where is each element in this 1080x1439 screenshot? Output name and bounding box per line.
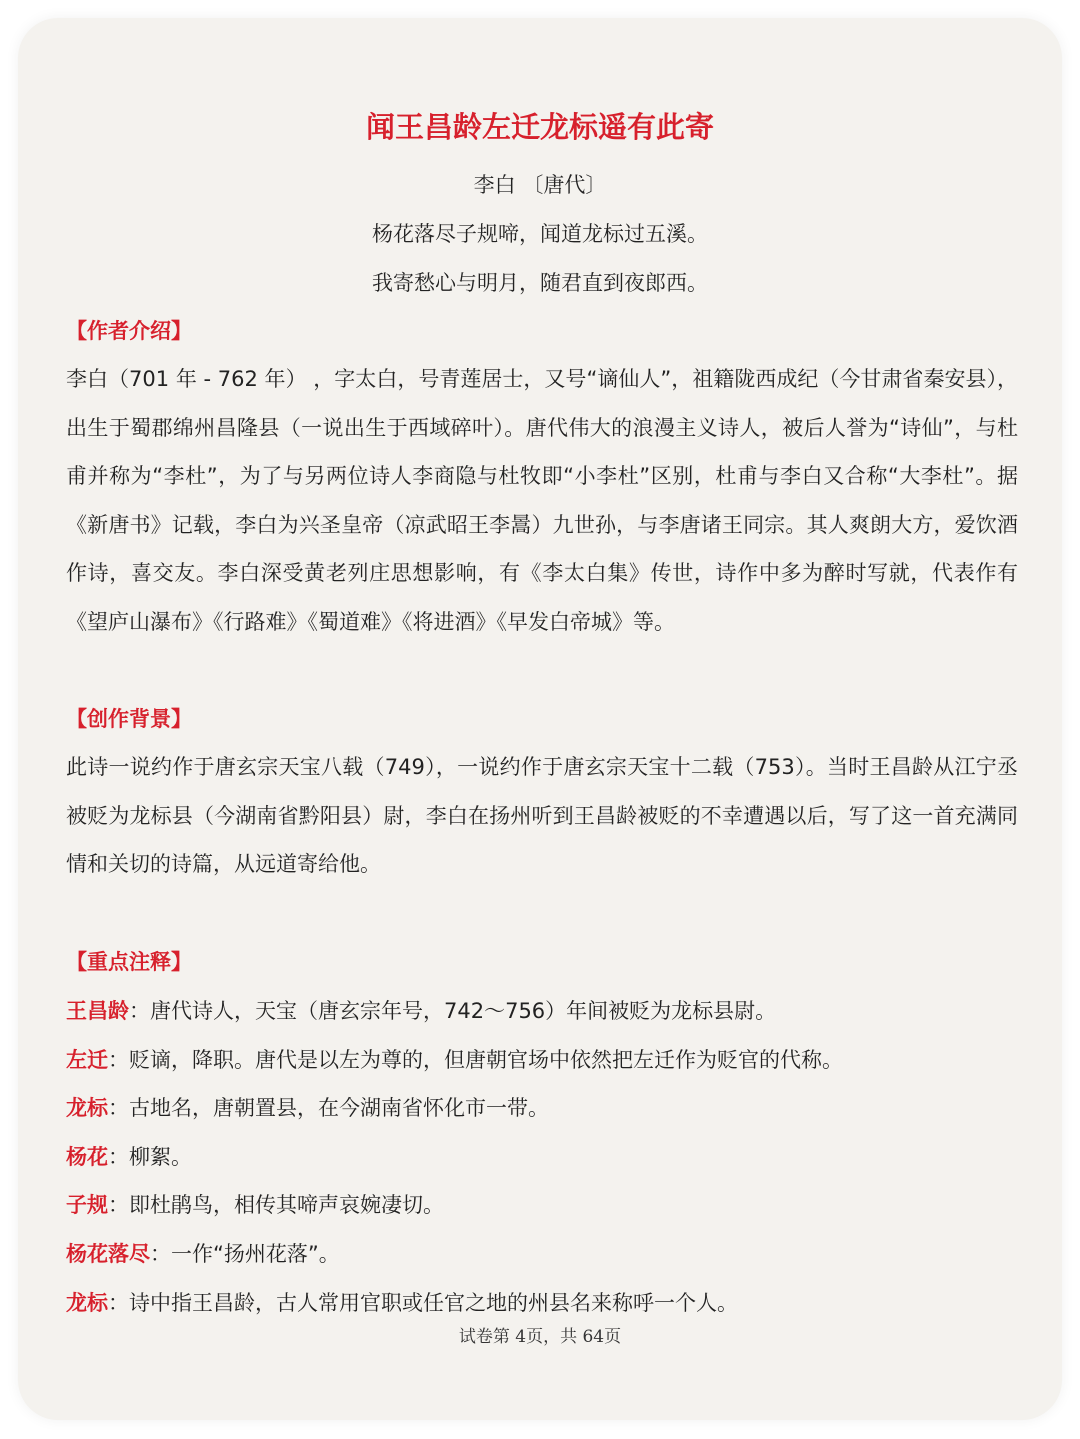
note-term: 子规 bbox=[66, 1193, 108, 1218]
background-heading: 【创作背景】 bbox=[66, 707, 192, 731]
poem-title: 闻王昌龄左迁龙标遥有此寄 bbox=[365, 110, 714, 144]
page-footer: 试卷第 4页，共 64页 bbox=[458, 1327, 622, 1347]
note-item bbox=[66, 1181, 1018, 1230]
note-desc: ：唐代诗人，天宝（唐玄宗年号，742～756）年间被贬为龙标县尉。 bbox=[129, 999, 777, 1023]
note-item bbox=[66, 1133, 1018, 1182]
note-desc: ：柳絮。 bbox=[108, 1144, 192, 1169]
note-term: 龙标 bbox=[66, 1096, 108, 1121]
note-item bbox=[66, 1036, 1018, 1085]
note-desc: ：一作“扬州花落”。 bbox=[150, 1241, 340, 1266]
note-item bbox=[66, 1230, 1018, 1279]
poem-line-2: 我寄愁心与明月，随君直到夜郎西。 bbox=[372, 271, 708, 295]
note-item bbox=[66, 1084, 1018, 1133]
note-desc: ：古地名，唐朝置县，在今湖南省怀化市一带。 bbox=[108, 1096, 549, 1121]
background-text: 此诗一说约作于唐玄宗天宝八载（749），一说约作于唐玄宗天宝十二载（753）。当时王昌龄从江宁丞被贬为龙标县（今湖南省黔阳县）尉，李白在扬州听到王昌龄被贬的不幸遭遇以后，写了这一首充满同情和关切的诗篇，从远道寄给他。 bbox=[66, 755, 1018, 877]
note-desc: ：诗中指王昌龄，古人常用官职或任官之地的州县名来称呼一个人。 bbox=[108, 1290, 738, 1315]
note-term: 龙标 bbox=[66, 1290, 108, 1315]
poem-line-1: 杨花落尽子规啼，闻道龙标过五溪。 bbox=[372, 222, 708, 246]
note-desc: ：贬谪，降职。唐代是以左为尊的，但唐朝官场中依然把左迁作为贬官的代称。 bbox=[108, 1047, 843, 1072]
note-term: 左迁 bbox=[66, 1047, 108, 1072]
note-term: 王昌龄 bbox=[66, 999, 129, 1023]
notes-heading: 【重点注释】 bbox=[66, 950, 192, 974]
note-term: 杨花 bbox=[66, 1144, 108, 1169]
author-intro-heading: 【作者介绍】 bbox=[66, 319, 192, 343]
author-intro-text: 李白（701 年 - 762 年） ，字太白，号青莲居士，又号“谪仙人”，祖籍陇西成纪（今甘肃省秦安县），出生于蜀郡绵州昌隆县（一说出生于西域碎叶）。唐代伟大的浪漫主义诗人，被后人誉为“诗仙”，与杜甫并称为“李杜”，为了与另两位诗人李商隐与杜牧即“小李杜”区别，杜甫与李白又合称“大李杜”。据《新唐书》记载，李白为兴圣皇帝（凉武昭王李暠）九世孙，与李唐诸王同宗。其人爽朗大方，爱饮酒作诗，喜交友。李白深受黄老列庄思想影响，有《李太白集》传世，诗作中多为醉时写就，代表作有《望庐山瀑布》《行路难》《蜀道难》《将进酒》《早发白帝城》等。 bbox=[66, 367, 1018, 634]
notes-list bbox=[66, 987, 1018, 1327]
note-item bbox=[66, 1279, 1018, 1328]
note-desc: ：即杜鹃鸟，相传其啼声哀婉凄切。 bbox=[108, 1193, 444, 1218]
note-item bbox=[66, 987, 1018, 1036]
note-term: 杨花落尽 bbox=[66, 1241, 150, 1266]
poem-author: 李白 〔唐代〕 bbox=[473, 173, 607, 197]
